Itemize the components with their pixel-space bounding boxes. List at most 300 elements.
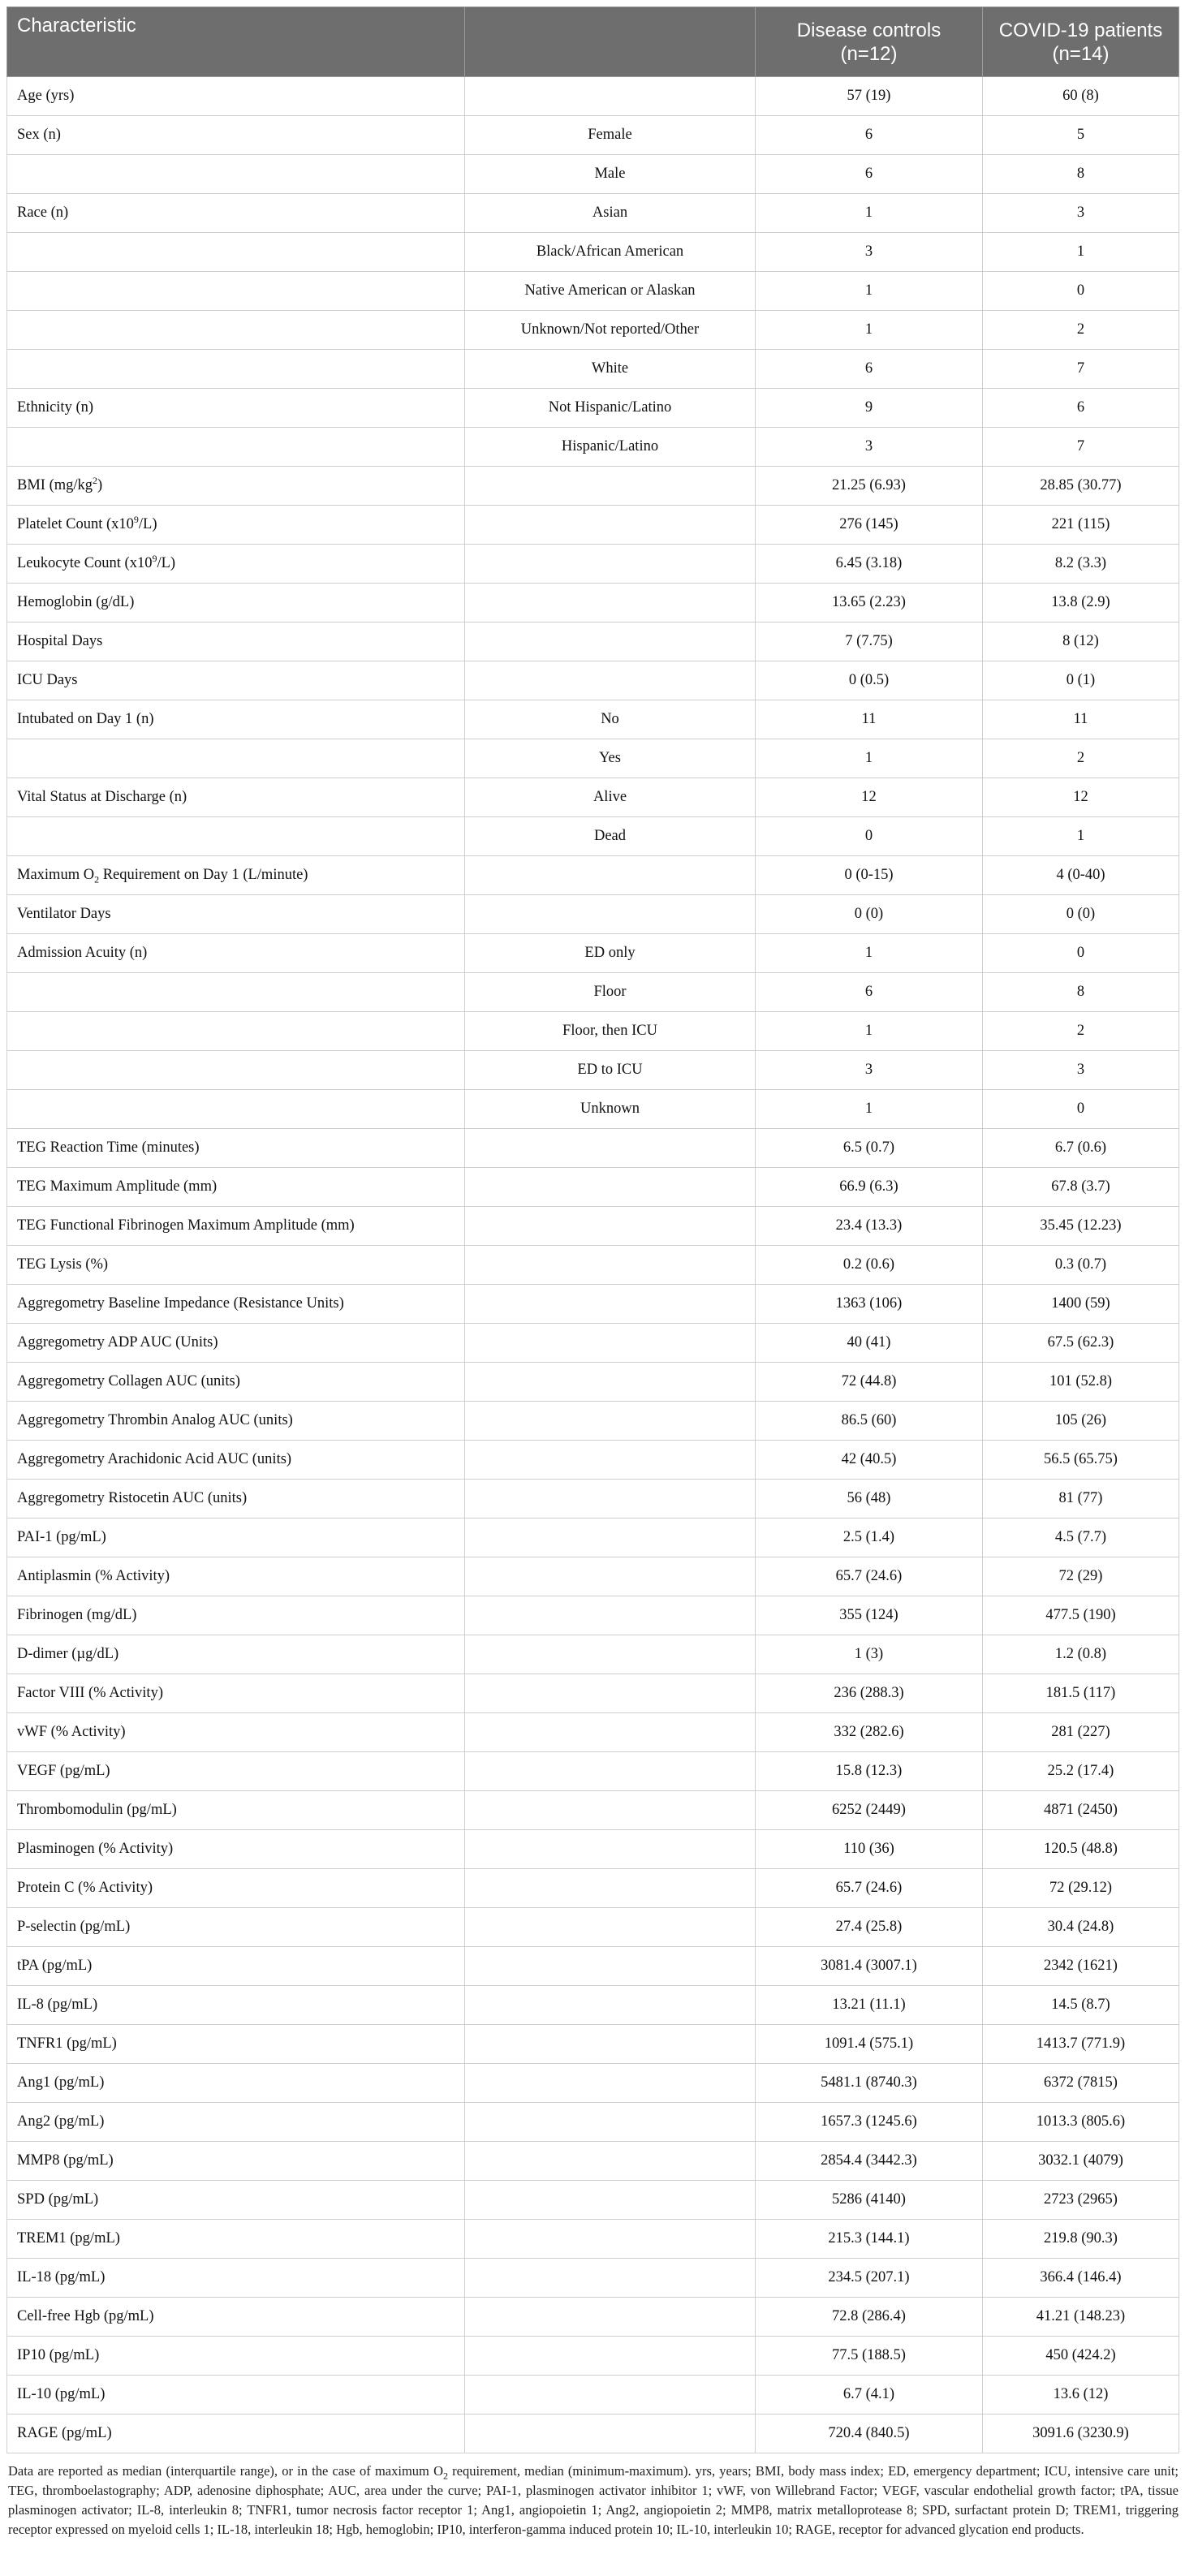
subgroup-cell: ED to ICU (465, 1051, 756, 1090)
subgroup-cell (465, 661, 756, 700)
disease-controls-value: 1 (3) (756, 1635, 983, 1674)
table-row (7, 622, 1179, 661)
characteristic-cell (7, 467, 465, 506)
subgroup-cell: Hispanic/Latino (465, 428, 756, 467)
characteristic-cell (7, 155, 465, 194)
covid-patients-value: 2342 (1621) (983, 1947, 1179, 1986)
covid-patients-value: 0 (983, 1090, 1179, 1129)
characteristic-cell (7, 77, 465, 116)
covid-patients-value: 4871 (2450) (983, 1791, 1179, 1830)
disease-controls-value: 6252 (2449) (756, 1791, 983, 1830)
characteristic-label: TNFR1 (pg/mL) (17, 2035, 117, 2052)
subgroup-cell (465, 1674, 756, 1713)
covid-patients-value: 72 (29) (983, 1557, 1179, 1596)
characteristic-label: Plasminogen (% Activity) (17, 1841, 174, 1857)
covid-patients-value: 60 (8) (983, 77, 1179, 116)
characteristic-cell (7, 506, 465, 545)
table-row (7, 1518, 1179, 1557)
characteristic-cell (7, 2103, 465, 2142)
disease-controls-value: 0.2 (0.6) (756, 1246, 983, 1285)
disease-controls-value: 72.8 (286.4) (756, 2298, 983, 2337)
table-row (7, 973, 1179, 1012)
covid-patients-value: 181.5 (117) (983, 1674, 1179, 1713)
table-row (7, 1713, 1179, 1752)
table-row (7, 2142, 1179, 2181)
table-row (7, 1830, 1179, 1869)
table-row (7, 2298, 1179, 2337)
disease-controls-value: 215.3 (144.1) (756, 2220, 983, 2259)
table-row (7, 155, 1179, 194)
characteristic-cell (7, 1557, 465, 1596)
covid-patients-value: 56.5 (65.75) (983, 1441, 1179, 1480)
characteristic-label: IP10 (pg/mL) (17, 2347, 100, 2363)
covid-patients-value: 13.8 (2.9) (983, 584, 1179, 622)
disease-controls-value: 13.21 (11.1) (756, 1986, 983, 2025)
characteristic-label: D-dimer (µg/dL) (17, 1646, 119, 1662)
subgroup-cell: Black/African American (465, 233, 756, 272)
covid-patients-value: 366.4 (146.4) (983, 2259, 1179, 2298)
subgroup-cell: Dead (465, 817, 756, 856)
disease-controls-value: 1 (756, 1090, 983, 1129)
covid-patients-value: 6.7 (0.6) (983, 1129, 1179, 1168)
characteristic-cell (7, 1791, 465, 1830)
subgroup-cell (465, 2376, 756, 2414)
characteristic-cell (7, 1830, 465, 1869)
table-row (7, 700, 1179, 739)
characteristic-cell (7, 778, 465, 817)
disease-controls-value: 2854.4 (3442.3) (756, 2142, 983, 2181)
characteristic-cell (7, 1207, 465, 1246)
disease-controls-value: 1 (756, 934, 983, 973)
disease-controls-value: 27.4 (25.8) (756, 1908, 983, 1947)
characteristic-cell (7, 700, 465, 739)
characteristic-cell (7, 1869, 465, 1908)
characteristic-cell (7, 1402, 465, 1441)
table-row (7, 389, 1179, 428)
characteristic-cell (7, 1635, 465, 1674)
header-covid-title: COVID-19 patients (998, 19, 1163, 41)
subgroup-cell (465, 1947, 756, 1986)
covid-patients-value: 1400 (59) (983, 1285, 1179, 1324)
disease-controls-value: 1091.4 (575.1) (756, 2025, 983, 2064)
covid-patients-value: 281 (227) (983, 1713, 1179, 1752)
table-row (7, 1441, 1179, 1480)
table-row (7, 233, 1179, 272)
covid-patients-value: 1 (983, 817, 1179, 856)
characteristic-label: Age (yrs) (17, 88, 75, 104)
table-row (7, 1596, 1179, 1635)
header-covid-n: (n=14) (1052, 42, 1110, 65)
covid-patients-value: 2 (983, 739, 1179, 778)
disease-controls-value: 1657.3 (1245.6) (756, 2103, 983, 2142)
subgroup-cell (465, 1207, 756, 1246)
characteristic-cell (7, 116, 465, 155)
disease-controls-value: 0 (0-15) (756, 856, 983, 895)
characteristic-label: RAGE (pg/mL) (17, 2425, 112, 2441)
covid-patients-value: 67.5 (62.3) (983, 1324, 1179, 1363)
subgroup-cell: Floor (465, 973, 756, 1012)
characteristic-cell (7, 2064, 465, 2103)
characteristic-label: Maximum O (17, 867, 95, 883)
subgroup-cell (465, 1129, 756, 1168)
covid-patients-value: 1.2 (0.8) (983, 1635, 1179, 1674)
table-row (7, 2064, 1179, 2103)
table-row (7, 1986, 1179, 2025)
header-controls-n: (n=12) (840, 42, 898, 65)
subgroup-cell: Floor, then ICU (465, 1012, 756, 1051)
disease-controls-value: 1 (756, 194, 983, 233)
characteristic-cell (7, 389, 465, 428)
subgroup-cell (465, 1791, 756, 1830)
disease-controls-value: 42 (40.5) (756, 1441, 983, 1480)
table-row (7, 1908, 1179, 1947)
disease-controls-value: 0 (0.5) (756, 661, 983, 700)
table-row (7, 1090, 1179, 1129)
table-row (7, 2337, 1179, 2376)
covid-patients-value: 0 (1) (983, 661, 1179, 700)
subgroup-cell (465, 584, 756, 622)
characteristic-label: VEGF (pg/mL) (17, 1763, 110, 1779)
subgroup-cell (465, 1986, 756, 2025)
disease-controls-value: 57 (19) (756, 77, 983, 116)
table-row (7, 2414, 1179, 2453)
covid-patients-value: 2 (983, 311, 1179, 350)
table-row (7, 2376, 1179, 2414)
table-row (7, 1947, 1179, 1986)
covid-patients-value: 41.21 (148.23) (983, 2298, 1179, 2337)
characteristic-cell (7, 934, 465, 973)
table-row (7, 1207, 1179, 1246)
disease-controls-value: 6 (756, 155, 983, 194)
subgroup-cell (465, 1324, 756, 1363)
subgroup-cell: Unknown/Not reported/Other (465, 311, 756, 350)
characteristic-cell (7, 194, 465, 233)
characteristics-table (6, 6, 1179, 2453)
subgroup-cell (465, 2337, 756, 2376)
table-row (7, 1635, 1179, 1674)
covid-patients-value: 5 (983, 116, 1179, 155)
characteristic-label: Vital Status at Discharge (n) (17, 789, 187, 805)
disease-controls-value: 5481.1 (8740.3) (756, 2064, 983, 2103)
subgroup-cell (465, 1830, 756, 1869)
subgroup-cell: Yes (465, 739, 756, 778)
subgroup-cell (465, 1752, 756, 1791)
characteristic-cell (7, 1596, 465, 1635)
header-subgroup (465, 7, 756, 77)
characteristic-cell (7, 2142, 465, 2181)
subgroup-cell (465, 1363, 756, 1402)
table-row (7, 1480, 1179, 1518)
characteristic-cell (7, 2259, 465, 2298)
characteristic-label: IL-10 (pg/mL) (17, 2386, 106, 2402)
characteristic-cell (7, 233, 465, 272)
table-row (7, 2025, 1179, 2064)
characteristic-cell (7, 1129, 465, 1168)
covid-patients-value: 8 (12) (983, 622, 1179, 661)
characteristic-label: Leukocyte Count (x10 (17, 555, 153, 571)
subgroup-cell: Not Hispanic/Latino (465, 389, 756, 428)
footnote-subscript: 2 (442, 2470, 448, 2482)
covid-patients-value: 30.4 (24.8) (983, 1908, 1179, 1947)
characteristic-cell (7, 1674, 465, 1713)
characteristic-cell (7, 1363, 465, 1402)
table-row (7, 856, 1179, 895)
subgroup-cell: Unknown (465, 1090, 756, 1129)
characteristic-label: TREM1 (pg/mL) (17, 2230, 120, 2246)
subgroup-cell (465, 2064, 756, 2103)
characteristic-cell (7, 1051, 465, 1090)
table-row (7, 1363, 1179, 1402)
covid-patients-value: 1013.3 (805.6) (983, 2103, 1179, 2142)
subgroup-cell (465, 1596, 756, 1635)
covid-patients-value: 450 (424.2) (983, 2337, 1179, 2376)
table-row (7, 1051, 1179, 1090)
disease-controls-value: 0 (0) (756, 895, 983, 934)
disease-controls-value: 56 (48) (756, 1480, 983, 1518)
disease-controls-value: 6 (756, 116, 983, 155)
subgroup-cell (465, 1480, 756, 1518)
covid-patients-value: 7 (983, 350, 1179, 389)
disease-controls-value: 234.5 (207.1) (756, 2259, 983, 2298)
covid-patients-value: 28.85 (30.77) (983, 467, 1179, 506)
characteristic-label: Aggregometry Baseline Impedance (Resistance Units) (17, 1295, 344, 1312)
disease-controls-value: 12 (756, 778, 983, 817)
subgroup-cell (465, 2025, 756, 2064)
characteristic-cell (7, 1947, 465, 1986)
covid-patients-value: 11 (983, 700, 1179, 739)
subgroup-cell (465, 2414, 756, 2453)
subgroup-cell (465, 1168, 756, 1207)
header-characteristic: Characteristic (7, 7, 465, 77)
subgroup-cell (465, 2181, 756, 2220)
covid-patients-value: 0.3 (0.7) (983, 1246, 1179, 1285)
disease-controls-value: 3081.4 (3007.1) (756, 1947, 983, 1986)
table-row (7, 584, 1179, 622)
disease-controls-value: 1 (756, 311, 983, 350)
table-row (7, 2103, 1179, 2142)
disease-controls-value: 1 (756, 272, 983, 311)
characteristic-cell (7, 973, 465, 1012)
subgroup-cell (465, 1246, 756, 1285)
subgroup-cell (465, 2103, 756, 2142)
characteristic-cell (7, 739, 465, 778)
covid-patients-value: 6 (983, 389, 1179, 428)
characteristic-label: Platelet Count (x10 (17, 516, 134, 532)
characteristic-cell (7, 545, 465, 584)
characteristic-label: tPA (pg/mL) (17, 1958, 93, 1974)
subgroup-cell (465, 506, 756, 545)
characteristic-label: P-selectin (pg/mL) (17, 1919, 131, 1935)
characteristic-cell (7, 1324, 465, 1363)
characteristic-cell (7, 1090, 465, 1129)
disease-controls-value: 236 (288.3) (756, 1674, 983, 1713)
subgroup-cell (465, 1557, 756, 1596)
characteristic-label-suffix: ) (97, 477, 103, 493)
table-row (7, 77, 1179, 116)
disease-controls-value: 40 (41) (756, 1324, 983, 1363)
characteristic-superscript: 9 (152, 552, 157, 564)
characteristic-label: Ang2 (pg/mL) (17, 2113, 105, 2130)
characteristic-cell (7, 311, 465, 350)
subgroup-cell (465, 1908, 756, 1947)
table-row (7, 1402, 1179, 1441)
table-body (7, 77, 1179, 2453)
subgroup-cell (465, 856, 756, 895)
table-row (7, 1246, 1179, 1285)
covid-patients-value: 1413.7 (771.9) (983, 2025, 1179, 2064)
characteristic-label: Hemoglobin (g/dL) (17, 594, 135, 610)
covid-patients-value: 120.5 (48.8) (983, 1830, 1179, 1869)
covid-patients-value: 12 (983, 778, 1179, 817)
disease-controls-value: 1363 (106) (756, 1285, 983, 1324)
subgroup-cell (465, 1441, 756, 1480)
table-row (7, 311, 1179, 350)
subgroup-cell (465, 2259, 756, 2298)
subgroup-cell (465, 1402, 756, 1441)
disease-controls-value: 6.5 (0.7) (756, 1129, 983, 1168)
covid-patients-value: 8.2 (3.3) (983, 545, 1179, 584)
characteristic-label: Sex (n) (17, 127, 61, 143)
characteristic-label: Intubated on Day 1 (n) (17, 711, 154, 727)
covid-patients-value: 2723 (2965) (983, 2181, 1179, 2220)
disease-controls-value: 21.25 (6.93) (756, 467, 983, 506)
table-row (7, 661, 1179, 700)
subgroup-cell (465, 2220, 756, 2259)
covid-patients-value: 101 (52.8) (983, 1363, 1179, 1402)
disease-controls-value: 3 (756, 233, 983, 272)
disease-controls-value: 23.4 (13.3) (756, 1207, 983, 1246)
characteristic-cell (7, 622, 465, 661)
disease-controls-value: 65.7 (24.6) (756, 1557, 983, 1596)
covid-patients-value: 8 (983, 973, 1179, 1012)
table-row (7, 506, 1179, 545)
characteristic-label: Aggregometry Thrombin Analog AUC (units) (17, 1412, 293, 1428)
characteristic-label: MMP8 (pg/mL) (17, 2152, 114, 2169)
subgroup-cell: No (465, 700, 756, 739)
characteristic-label: Factor VIII (% Activity) (17, 1685, 163, 1701)
characteristic-cell (7, 895, 465, 934)
covid-patients-value: 0 (983, 934, 1179, 973)
subgroup-cell: Alive (465, 778, 756, 817)
table-row (7, 1324, 1179, 1363)
characteristic-label: Admission Acuity (n) (17, 945, 148, 961)
table-row (7, 1791, 1179, 1830)
covid-patients-value: 13.6 (12) (983, 2376, 1179, 2414)
characteristic-cell (7, 1908, 465, 1947)
covid-patients-value: 3 (983, 194, 1179, 233)
characteristic-label-suffix: /L) (157, 555, 176, 571)
disease-controls-value: 1 (756, 739, 983, 778)
characteristic-label: Aggregometry Arachidonic Acid AUC (units) (17, 1451, 292, 1467)
characteristic-label: Hospital Days (17, 633, 103, 649)
table-row (7, 116, 1179, 155)
characteristic-cell (7, 1246, 465, 1285)
table-row (7, 2259, 1179, 2298)
characteristic-label: Thrombomodulin (pg/mL) (17, 1802, 177, 1818)
table-row (7, 428, 1179, 467)
covid-patients-value: 3032.1 (4079) (983, 2142, 1179, 2181)
characteristic-cell (7, 2220, 465, 2259)
disease-controls-value: 6 (756, 973, 983, 1012)
table-row (7, 1012, 1179, 1051)
table-row (7, 934, 1179, 973)
covid-patients-value: 67.8 (3.7) (983, 1168, 1179, 1207)
footnote-text-rest: requirement, median (minimum-maximum). yrs, years; BMI, body mass index; ED, emergency department; ICU, intensive care unit; TEG, thromboelastography; ADP, adenosine diphosphate; AUC, area under the curve; PAI-1, plasminogen activator inhibitor 1; vWF, von Willebrand Factor; VEGF, vascular endothelial growth factor; tPA, tissue plasminogen activator; IL-8, interleukin 8; TNFR1, tumor necrosis factor receptor 1; Ang1, angiopoietin 1; Ang2, angiopoietin 2; MMP8, matrix metalloprotease 8; SPD, surfactant protein D; TREM1, triggering receptor expressed on myeloid cells 1; IL-18, interleukin 18; Hgb, hemoglobin; IP10, interferon-gamma induced protein 10; IL-10, interleukin 10; RAGE, receptor for advanced glycation end products. (8, 2463, 1179, 2537)
covid-patients-value: 6372 (7815) (983, 2064, 1179, 2103)
characteristic-cell (7, 1752, 465, 1791)
table-row (7, 817, 1179, 856)
characteristic-label: SPD (pg/mL) (17, 2191, 99, 2208)
characteristic-cell (7, 2025, 465, 2064)
characteristic-label: TEG Functional Fibrinogen Maximum Amplitude (mm) (17, 1217, 355, 1234)
table-row (7, 895, 1179, 934)
characteristic-label: BMI (mg/kg (17, 477, 93, 493)
subgroup-cell (465, 467, 756, 506)
characteristic-label-suffix: Requirement on Day 1 (L/minute) (99, 867, 308, 883)
characteristic-cell (7, 817, 465, 856)
table-row (7, 350, 1179, 389)
characteristic-label: Cell-free Hgb (pg/mL) (17, 2308, 154, 2324)
characteristic-superscript: 9 (133, 513, 139, 525)
disease-controls-value: 77.5 (188.5) (756, 2337, 983, 2376)
subgroup-cell (465, 2142, 756, 2181)
disease-controls-value: 332 (282.6) (756, 1713, 983, 1752)
disease-controls-value: 7 (7.75) (756, 622, 983, 661)
disease-controls-value: 86.5 (60) (756, 1402, 983, 1441)
table-row (7, 1674, 1179, 1713)
subgroup-cell (465, 77, 756, 116)
header-controls-title: Disease controls (796, 19, 942, 41)
covid-patients-value: 4 (0-40) (983, 856, 1179, 895)
characteristic-label-suffix: /L) (138, 516, 157, 532)
subgroup-cell: Female (465, 116, 756, 155)
covid-patients-value: 8 (983, 155, 1179, 194)
characteristic-label: Fibrinogen (mg/dL) (17, 1607, 137, 1623)
characteristic-cell (7, 2337, 465, 2376)
footnote-text-start: Data are reported as median (interquartile range), or in the case of maximum O (8, 2463, 443, 2479)
characteristic-label: Race (n) (17, 205, 69, 221)
characteristic-label: IL-8 (pg/mL) (17, 1997, 98, 2013)
characteristic-label: TEG Lysis (%) (17, 1256, 109, 1273)
characteristic-label: Ang1 (pg/mL) (17, 2074, 105, 2091)
subgroup-cell (465, 1713, 756, 1752)
characteristic-label: TEG Reaction Time (minutes) (17, 1139, 200, 1156)
subgroup-cell (465, 2298, 756, 2337)
characteristic-cell (7, 1012, 465, 1051)
header-covid-patients (983, 7, 1179, 77)
disease-controls-value: 3 (756, 428, 983, 467)
disease-controls-value: 65.7 (24.6) (756, 1869, 983, 1908)
characteristic-label: Aggregometry Collagen AUC (units) (17, 1373, 240, 1389)
characteristic-cell (7, 1986, 465, 2025)
characteristic-label: Antiplasmin (% Activity) (17, 1568, 170, 1584)
characteristic-cell (7, 1518, 465, 1557)
covid-patients-value: 3 (983, 1051, 1179, 1090)
subgroup-cell (465, 1285, 756, 1324)
covid-patients-value: 35.45 (12.23) (983, 1207, 1179, 1246)
table-row (7, 1557, 1179, 1596)
characteristic-label: ICU Days (17, 672, 78, 688)
covid-patients-value: 2 (983, 1012, 1179, 1051)
covid-patients-value: 477.5 (190) (983, 1596, 1179, 1635)
header-row (7, 7, 1179, 77)
covid-patients-value: 1 (983, 233, 1179, 272)
characteristic-label: TEG Maximum Amplitude (mm) (17, 1178, 218, 1195)
header-disease-controls (756, 7, 983, 77)
characteristic-cell (7, 1285, 465, 1324)
characteristic-cell (7, 584, 465, 622)
subgroup-cell: Native American or Alaskan (465, 272, 756, 311)
